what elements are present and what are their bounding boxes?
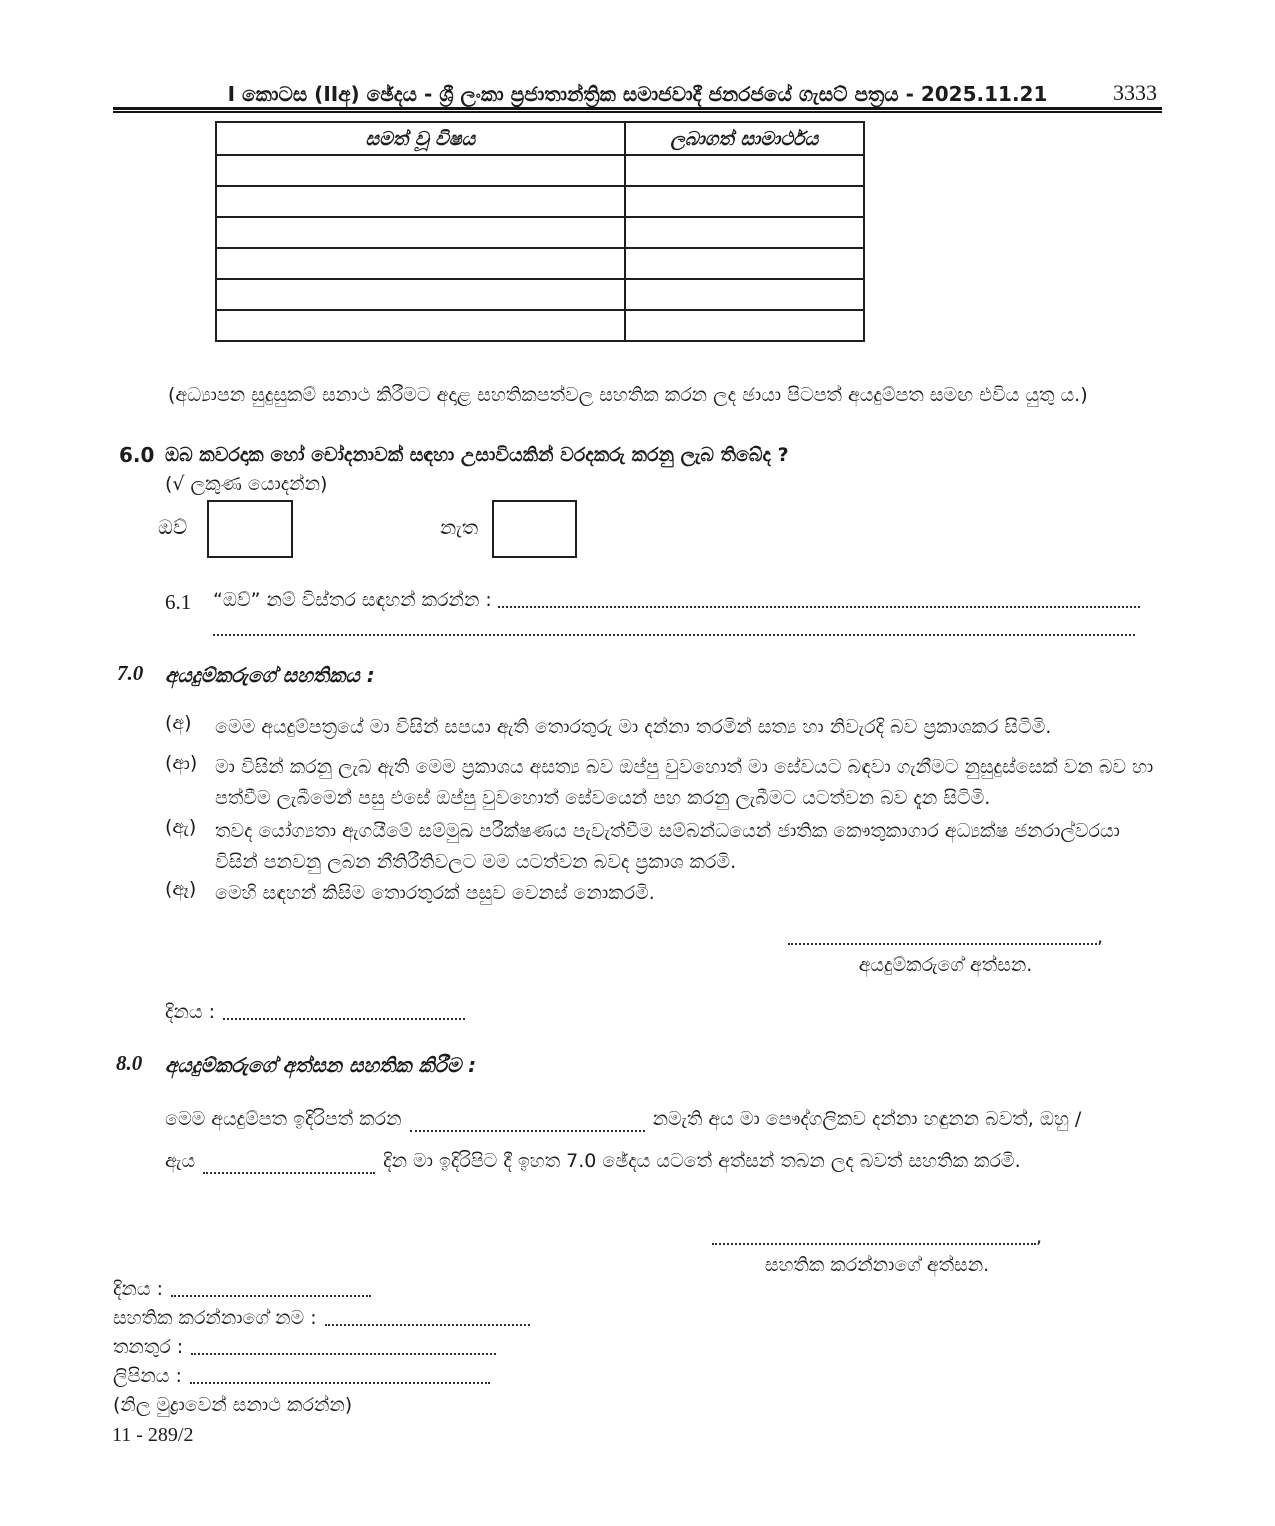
date-label: දිනය : (165, 1001, 215, 1023)
dotted-blank (325, 1314, 530, 1326)
dotted-blank (191, 1343, 496, 1355)
field-label: ලිපිනය : (113, 1365, 182, 1387)
certifier-fields (113, 1271, 673, 1420)
no-checkbox (492, 500, 577, 558)
subject-cell (216, 248, 625, 279)
attestation-paragraph (165, 1098, 1170, 1182)
applicant-signature-line (788, 926, 1103, 948)
field-label: සහතික කරන්නාගේ නම : (113, 1307, 317, 1329)
table-row (216, 186, 864, 217)
item-text: තවද යෝග්‍යතා ඇගයීමේ සම්මුඛ පරීක්ෂණය පැවැත්වීම සම්බන්ධයෙන් ජාතික කෞතුකාගාර අධ්‍යක්ෂ ජනරාල්වරයා විසින් පනවනු ලබන නීතිරීතිවලට මම යටත්වන බවද ප්‍රකාශ කරමි. (215, 820, 1120, 873)
dotted-blank (788, 933, 1097, 945)
item-label: (අ) (165, 712, 192, 734)
subject-cell (216, 186, 625, 217)
grade-cell (625, 248, 864, 279)
yes-label: ඔව් (158, 515, 188, 539)
section-6-1-label: “ඔව්” නම් විස්තර සඳහන් කරන්න : (213, 589, 492, 611)
table-row (216, 310, 864, 341)
grade-cell (625, 217, 864, 248)
table-row (216, 279, 864, 310)
certifier-signature-line (712, 1226, 1042, 1248)
header-title: I කොටස (IIඅ) ඡේදය - ශ්‍රී ලංකා ප්‍රජාතාන්ත්‍රික සමාජවාදී ජනරජයේ ගැසට් පත්‍රය - 2025.11.21 (227, 82, 1048, 106)
subject-cell (216, 310, 625, 341)
attestation-text-4: දින මා ඉදිරිපිට දී ඉහත 7.0 ඡේදය යටතේ අත්සන් තබන ලද බවත් සහතික කරමි. (383, 1150, 1021, 1172)
applicant-signature-label: අයදුම්කරුගේ අත්සන. (858, 954, 1033, 976)
qualifications-table (215, 121, 865, 342)
grade-cell (625, 155, 864, 186)
applicant-date-row (165, 1001, 465, 1023)
grade-cell (625, 310, 864, 341)
item-text: මෙහි සඳහන් කිසිම තොරතුරක් පසුව වෙනස් නොකරමි. (215, 882, 655, 904)
attestation-text-3: ඇය (165, 1150, 196, 1172)
table-header-row (216, 122, 864, 155)
attestation-text-1: මෙම අයදුම්පත ඉදිරිපත් කරන (165, 1108, 402, 1130)
field-row-designation (113, 1329, 673, 1358)
gazette-notice-number: 11 - 289/2 (112, 1424, 194, 1446)
dotted-blank (410, 1120, 645, 1132)
tick-instruction: (√ ලකුණ යොදන්න) (165, 473, 328, 495)
item-label: (ඈ) (165, 878, 197, 900)
section-6-1-number: 6.1 (165, 590, 192, 614)
certificate-item (165, 816, 1165, 878)
section-7-number: 7.0 (117, 661, 144, 685)
attestation-line-1 (165, 1098, 1170, 1140)
field-row-address (113, 1358, 673, 1387)
section-6-number: 6.0 (119, 443, 155, 467)
table-header-subject: සමත් වූ විෂය (216, 122, 625, 155)
field-row-date (113, 1271, 673, 1300)
signature-comma: , (1035, 1226, 1042, 1248)
signature-comma: , (1096, 926, 1103, 948)
section-6-question: ඔබ කවරදාක හෝ චෝදනාවක් සඳහා උසාවියකින් වරදකරු කරනු ලැබ තිබේද ? (165, 444, 789, 466)
certificate-item (165, 878, 1165, 909)
page-number: 3333 (1113, 80, 1157, 105)
item-label: (ඇ) (165, 816, 197, 838)
certifier-signature-block (712, 1226, 1042, 1276)
dotted-blank (213, 620, 1135, 636)
field-row-name (113, 1300, 673, 1329)
certificate-item (165, 752, 1165, 814)
section-8-title: අයදුම්කරුගේ අත්සන සහතික කිරීම : (165, 1053, 477, 1077)
grade-cell (625, 279, 864, 310)
dotted-blank (203, 1162, 375, 1174)
dotted-blank (223, 1008, 465, 1020)
dotted-blank (498, 596, 1140, 608)
section-6-1-row (213, 589, 1140, 611)
stamp-note: (නිල මුද්‍රාවෙන් සනාථ කරන්න) (113, 1394, 353, 1416)
subject-cell (216, 155, 625, 186)
subject-cell (216, 279, 625, 310)
attestation-text-2: නමැති අය මා පෞද්ගලිකව දන්නා හඳුනන බවත්, ඔහු / (652, 1108, 1082, 1130)
item-label: (ආ) (165, 752, 198, 774)
item-text: මා විසින් කරනු ලැබ ඇති මෙම ප්‍රකාශය අසත්‍ය බව ඔප්පු වුවහොත් මා සේවයට බඳවා ගැනීමට නුසුදුස්සෙක් වන බව හා පත්වීම ලැබීමෙන් පසු එසේ ඔප්පු වුවහොත් සේවයෙන් පහ කරනු ලැබීමට යටත්වන බව දැන සිටිමි. (215, 756, 1154, 809)
no-label: නැත (440, 515, 479, 539)
table-row (216, 217, 864, 248)
item-text: මෙම අයදුම්පත්‍රයේ මා විසින් සපයා ඇති තොරතුරු මා දන්නා තරමින් සත්‍ය හා නිවැරදි බව ප්‍රකාශකර සිටිමි. (215, 716, 1052, 738)
dotted-blank (190, 1372, 490, 1384)
table-row (216, 155, 864, 186)
attestation-line-2 (165, 1140, 1170, 1182)
subject-cell (216, 217, 625, 248)
table-header-grade: ලබාගත් සාමාර්ථය (625, 122, 864, 155)
certifier-signature-label: සහතික කරන්නාගේ අත්සන. (764, 1254, 990, 1276)
certificate-item (165, 712, 1165, 743)
section-7-title: අයදුම්කරුගේ සහතිකය : (165, 663, 375, 687)
dotted-blank (171, 1285, 371, 1297)
yes-checkbox (207, 500, 293, 558)
field-label: දිනය : (113, 1278, 163, 1300)
dotted-blank (712, 1233, 1036, 1245)
applicant-signature-block (788, 926, 1103, 976)
certificates-note: (අධ්‍යාපන සුදුසුකම් සනාථ කිරීමට අදාළ සහතිකපත්වල සහතික කරන ලද ඡායා පිටපත් අයදුම්පත සමඟ එවිය යුතු ය.) (168, 384, 1088, 406)
grade-cell (625, 186, 864, 217)
field-label: තනතුර : (113, 1336, 184, 1358)
header-double-rule (113, 107, 1162, 113)
table-row (216, 248, 864, 279)
section-8-number: 8.0 (116, 1051, 143, 1075)
